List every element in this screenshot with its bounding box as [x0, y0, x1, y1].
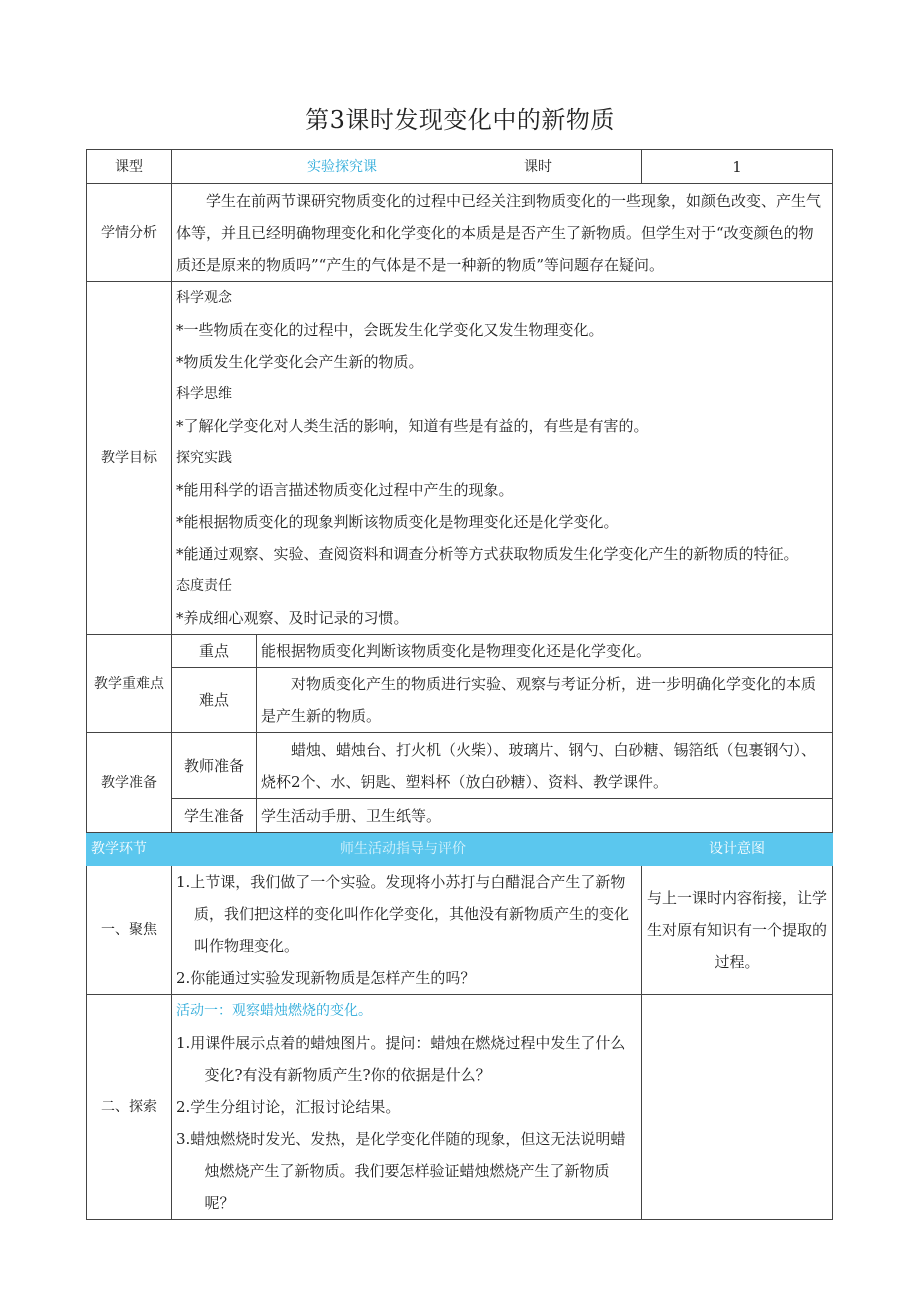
process-header-intent: 设计意图 [642, 833, 833, 866]
analysis-label: 学情分析 [87, 184, 172, 282]
page-title: 第3课时发现变化中的新物质 [305, 106, 615, 134]
process-header-stage: 教学环节 [87, 833, 172, 866]
process-header-row [87, 833, 833, 866]
activity-title: 活动一：观察蜡烛燃烧的变化。 [176, 1003, 372, 1019]
goal-item: *了解化学变化对人类生活的影响，知道有些是有益的，有些是有害的。 [176, 417, 649, 435]
row-goals [87, 282, 833, 635]
stage-explore-label: 二、探索 [87, 995, 172, 1220]
goal-item: *能通过观察、实验、查阅资料和调查分析等方式获取物质发生化学变化产生的新物质的特征。 [176, 545, 799, 563]
stage-focus-intent: 与上一课时内容衔接，让学生对原有知识有一个提取的过程。 [646, 889, 827, 971]
goal-heading-attitude: 态度责任 [176, 578, 232, 594]
stage-focus-label: 一、聚焦 [87, 866, 172, 995]
goal-item: *物质发生化学变化会产生新的物质。 [176, 353, 424, 371]
key-point-text: 能根据物质变化判断该物质变化是物理变化还是化学变化。 [257, 635, 833, 668]
goals-label: 教学目标 [87, 282, 172, 635]
lesson-plan-table [86, 149, 833, 1220]
row-key-point [87, 635, 833, 668]
lesson-type-label: 课型 [87, 150, 172, 184]
goal-heading-practice: 探究实践 [176, 450, 232, 466]
goal-item: *一些物质在变化的过程中，会既发生化学变化又发生物理变化。 [176, 321, 604, 339]
row-lesson-type [87, 150, 833, 184]
prep-label: 教学准备 [87, 733, 172, 833]
student-prep-text: 学生活动手册、卫生纸等。 [257, 799, 833, 833]
student-prep-label: 学生准备 [172, 799, 257, 833]
difficulty-text: 对物质变化产生的物质进行实验、观察与考证分析，进一步明确化学变化的本质是产生新的物质。 [261, 675, 817, 725]
lesson-hours-label: 课时 [524, 158, 552, 175]
row-analysis [87, 184, 833, 282]
key-point-label: 重点 [172, 635, 257, 668]
stage-explore-item: 1.用课件展示点着的蜡烛图片。提问：蜡烛在燃烧过程中发生了什么变化?有没有新物质产生?你的依据是什么？ [176, 1034, 626, 1084]
keypoints-label: 教学重难点 [87, 635, 172, 733]
row-stage-focus [87, 866, 833, 995]
row-teacher-prep [87, 733, 833, 799]
lesson-type-value: 实验探究课 [307, 158, 377, 175]
difficulty-label: 难点 [172, 668, 257, 733]
analysis-text: 学生在前两节课研究物质变化的过程中已经关注到物质变化的一些现象，如颜色改变、产生气体等，并且已经明确物理变化和化学变化的本质是是否产生了新物质。但学生对于“改变颜色的物质还是原来的物质吗”“产生的气体是不是一种新的物质”等问题存在疑问。 [176, 191, 822, 274]
stage-focus-item: 1.上节课，我们做了一个实验。发现将小苏打与白醋混合产生了新物质，我们把这样的变化叫作化学变化，其他没有新物质产生的变化叫作物理变化。 [176, 873, 630, 955]
teacher-prep-label: 教师准备 [172, 733, 257, 799]
row-difficulty [87, 668, 833, 733]
row-student-prep [87, 799, 833, 833]
process-header-activity: 师生活动指导与评价 [172, 833, 642, 866]
row-stage-explore [87, 995, 833, 1220]
goal-heading-concept: 科学观念 [176, 290, 232, 306]
stage-explore-intent [642, 995, 833, 1220]
goal-heading-thinking: 科学思维 [176, 386, 232, 402]
stage-focus-item: 2.你能通过实验发现新物质是怎样产生的吗？ [176, 969, 476, 987]
goal-item: *能用科学的语言描述物质变化过程中产生的现象。 [176, 481, 514, 499]
stage-explore-item: 2.学生分组讨论，汇报讨论结果。 [176, 1098, 401, 1116]
lesson-hours-value: 1 [642, 150, 833, 184]
stage-explore-item: 3.蜡烛燃烧时发光、发热，是化学变化伴随的现象，但这无法说明蜡烛燃烧产生了新物质。我们要怎样验证蜡烛燃烧产生了新物质呢？ [176, 1130, 626, 1212]
teacher-prep-text: 蜡烛、蜡烛台、打火机（火柴）、玻璃片、钢勺、白砂糖、锡箔纸（包裹钢勺）、烧杯2个、水、钥匙、塑料杯（放白砂糖）、资料、教学课件。 [261, 740, 817, 791]
goal-item: *能根据物质变化的现象判断该物质变化是物理变化还是化学变化。 [176, 513, 619, 531]
goal-item: *养成细心观察、及时记录的习惯。 [176, 609, 409, 627]
